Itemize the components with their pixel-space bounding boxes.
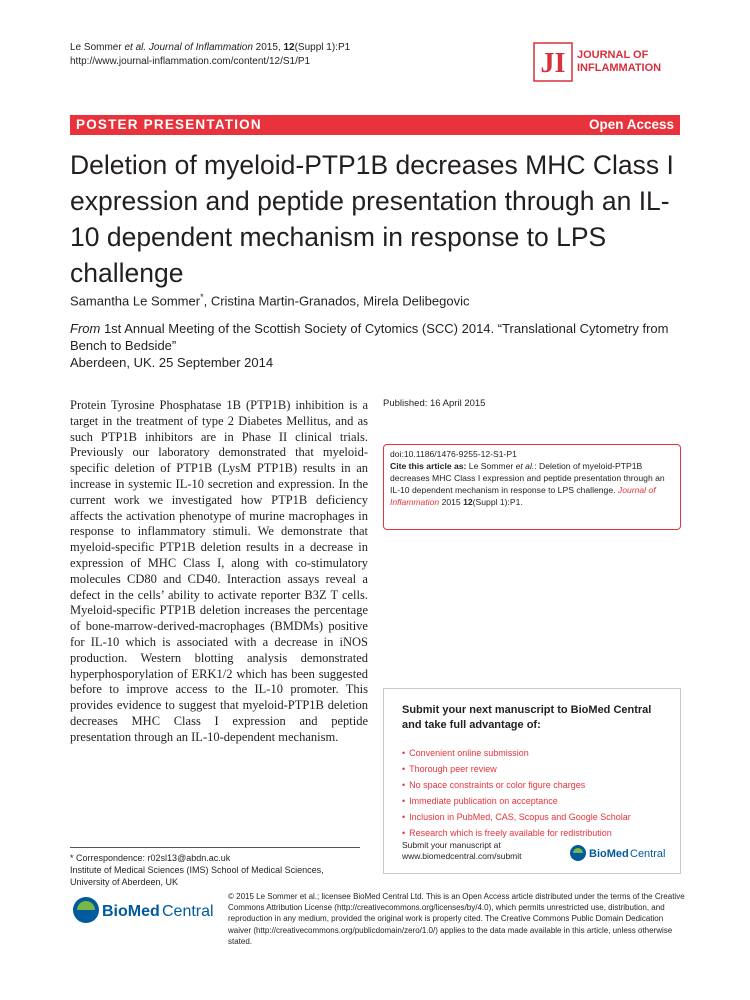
journal-mark-icon [533,42,573,82]
svg-text:BioMed: BioMed [589,848,629,860]
header-citation [70,41,350,69]
journal-logo [533,42,683,82]
article-type-label: POSTER PRESENTATION [76,117,262,132]
journal-logo-line1: JOURNAL OF [577,49,649,61]
list-item [402,825,662,841]
abstract-text: Protein Tyrosine Phosphatase 1B (PTP1B) inhibition is a target in the treatment of type 2 Diabetes Mellitus, and as such PTP1B inhibitors are in Phase II clinical trials. Previously our laboratory demonstrated that myeloid-specific deletion of PTP1B (LysM PTP1B) results in an increase in systemic IL-10 secretion and expression. In the current work we investigated how PTP1B deficiency affects the activation phenotype of murine macrophages in response to inflammatory stimuli. We demonstrate that myeloid-specific PTP1B deletion results in a decrease in expression of MHC Class I, along with co-stimulatory molecules CD80 and CD40. Interaction assays reveal a defect in the cells’ ability to activate reporter B3Z T cells. Myeloid-specific PTP1B deletion increases the percentage of bone-marrow-derived-macrophages (BMDMs) positive for IL-10 which is associated with a decrease in iNOS production. Western blotting analysis demonstrated hyperphosporylation of ERK1/2 which has been suggested before to improve access to the IL-10 promoter. This provides evidence to suggest that myeloid-PTP1B deletion decreases MHC Class I expression and peptide presentation through an IL-10-dependent mechanism. [70,398,368,744]
journal-logo-line2: INFLAMMATION [577,62,662,74]
article-title: Deletion of myeloid-PTP1B decreases MHC Class I expression and peptide presentation through an IL-10 dependent mechanism in response to LPS challenge [70,150,674,288]
benefits-list [402,745,662,841]
biomed-central-logo [70,892,220,928]
citation-issue: (Suppl 1):P1 [294,42,351,53]
from-label: From [70,321,101,336]
poster-presentation-bar [70,115,680,135]
submit-footer-line1: Submit your manuscript at [402,840,501,850]
benefit-label: Inclusion in PubMed, CAS, Scopus and Google Scholar [409,812,631,822]
citation-volume: 12 [283,42,295,53]
benefit-label: Immediate publication on acceptance [409,796,558,806]
biomed-central-logo-small [568,842,668,864]
cite-label: Cite this article as: [390,461,467,471]
submit-manuscript-box [383,688,681,874]
cite-text [390,461,665,507]
correspondence-email: * Correspondence: r02sl13@abdn.ac.uk [70,853,231,863]
cite-volume: 12 [463,497,473,507]
benefit-label: Thorough peer review [409,764,497,774]
cite-etal: et al. [515,461,535,471]
meeting-line [70,320,670,354]
cite-authors: Le Sommer [466,461,516,471]
meeting-place-date: Aberdeen, UK. 25 September 2014 [70,355,274,370]
submit-footer [402,840,522,862]
published-date: Published: 16 April 2015 [383,398,486,409]
bullet-icon: • [402,780,406,790]
submit-heading: Submit your next manuscript to BioMed Central and take full advantage of: [402,704,652,731]
bullet-icon: • [402,828,406,838]
author-list [70,292,469,308]
svg-text:Central: Central [162,903,214,920]
benefit-label: No space constraints or color figure charges [409,780,586,790]
article-url-link[interactable]: http://www.journal-inflammation.com/content/12/S1/P1 [70,56,311,67]
citation-line [70,42,350,53]
svg-text:BioMed: BioMed [102,903,160,920]
svg-text:Central: Central [630,848,666,860]
list-item [402,777,662,793]
journal-logo-text [577,49,661,75]
citation-author: Le Sommer [70,42,125,53]
meeting-name: 1st Annual Meeting of the Scottish Society of Cytomics (SCC) 2014. “Translational Cytometry from Bench to Bedside” [70,321,669,353]
meeting-info [70,320,670,371]
benefit-label: Convenient online submission [409,748,529,758]
correspondence-marker: * [200,292,204,302]
bullet-icon: • [402,748,406,758]
citation-year: 2015, [252,42,284,53]
cite-year: 2015 [439,497,464,507]
bullet-icon: • [402,812,406,822]
author-rest: , Cristina Martin-Granados, Mirela Delibegovic [203,293,470,309]
cite-title: : Deletion of myeloid-PTP1B decreases MHC Class I expression and peptide presentation through an IL-10 dependent mechanism in response to LPS challenge. [390,461,665,495]
correspondence-affiliation: Institute of Medical Sciences (IMS) School of Medical Sciences, University of Aberdeen, UK [70,865,324,887]
author-first: Samantha Le Sommer [70,293,201,309]
svg-text:JI: JI [540,48,566,79]
cite-issue: (Suppl 1):P1. [472,497,523,507]
list-item [402,745,662,761]
license-text: © 2015 Le Sommer et al.; licensee BioMed Central Ltd. This is an Open Access article distributed under the terms of the Creative Commons Attribution License (http://creativecommons.org/licenses/by/4.0), which permits unrestricted use, distribution, and reproduction in any medium, provided the original work is properly cited. The Creative Commons Public Domain Dedication waiver (http://creativecommons.org/publicdomain/zero/1.0/) applies to the data made available in this article, unless otherwise stated. [228,892,685,946]
bullet-icon: • [402,796,406,806]
list-item [402,761,662,777]
cite-journal: Journal of Inflammation [390,485,656,507]
list-item [402,809,662,825]
doi-text: doi:10.1186/1476-9255-12-S1-P1 [390,449,517,459]
list-item [402,793,662,809]
correspondence-note [70,847,360,888]
open-access-label: Open Access [588,117,674,132]
benefit-label: Research which is freely available for redistribution [409,828,612,838]
submit-url-link[interactable]: www.biomedcentral.com/submit [402,851,522,861]
citation-journal: Journal of Inflammation [146,42,253,53]
bullet-icon: • [402,764,406,774]
citation-etal: et al. [124,42,147,53]
citation-box [383,444,681,530]
